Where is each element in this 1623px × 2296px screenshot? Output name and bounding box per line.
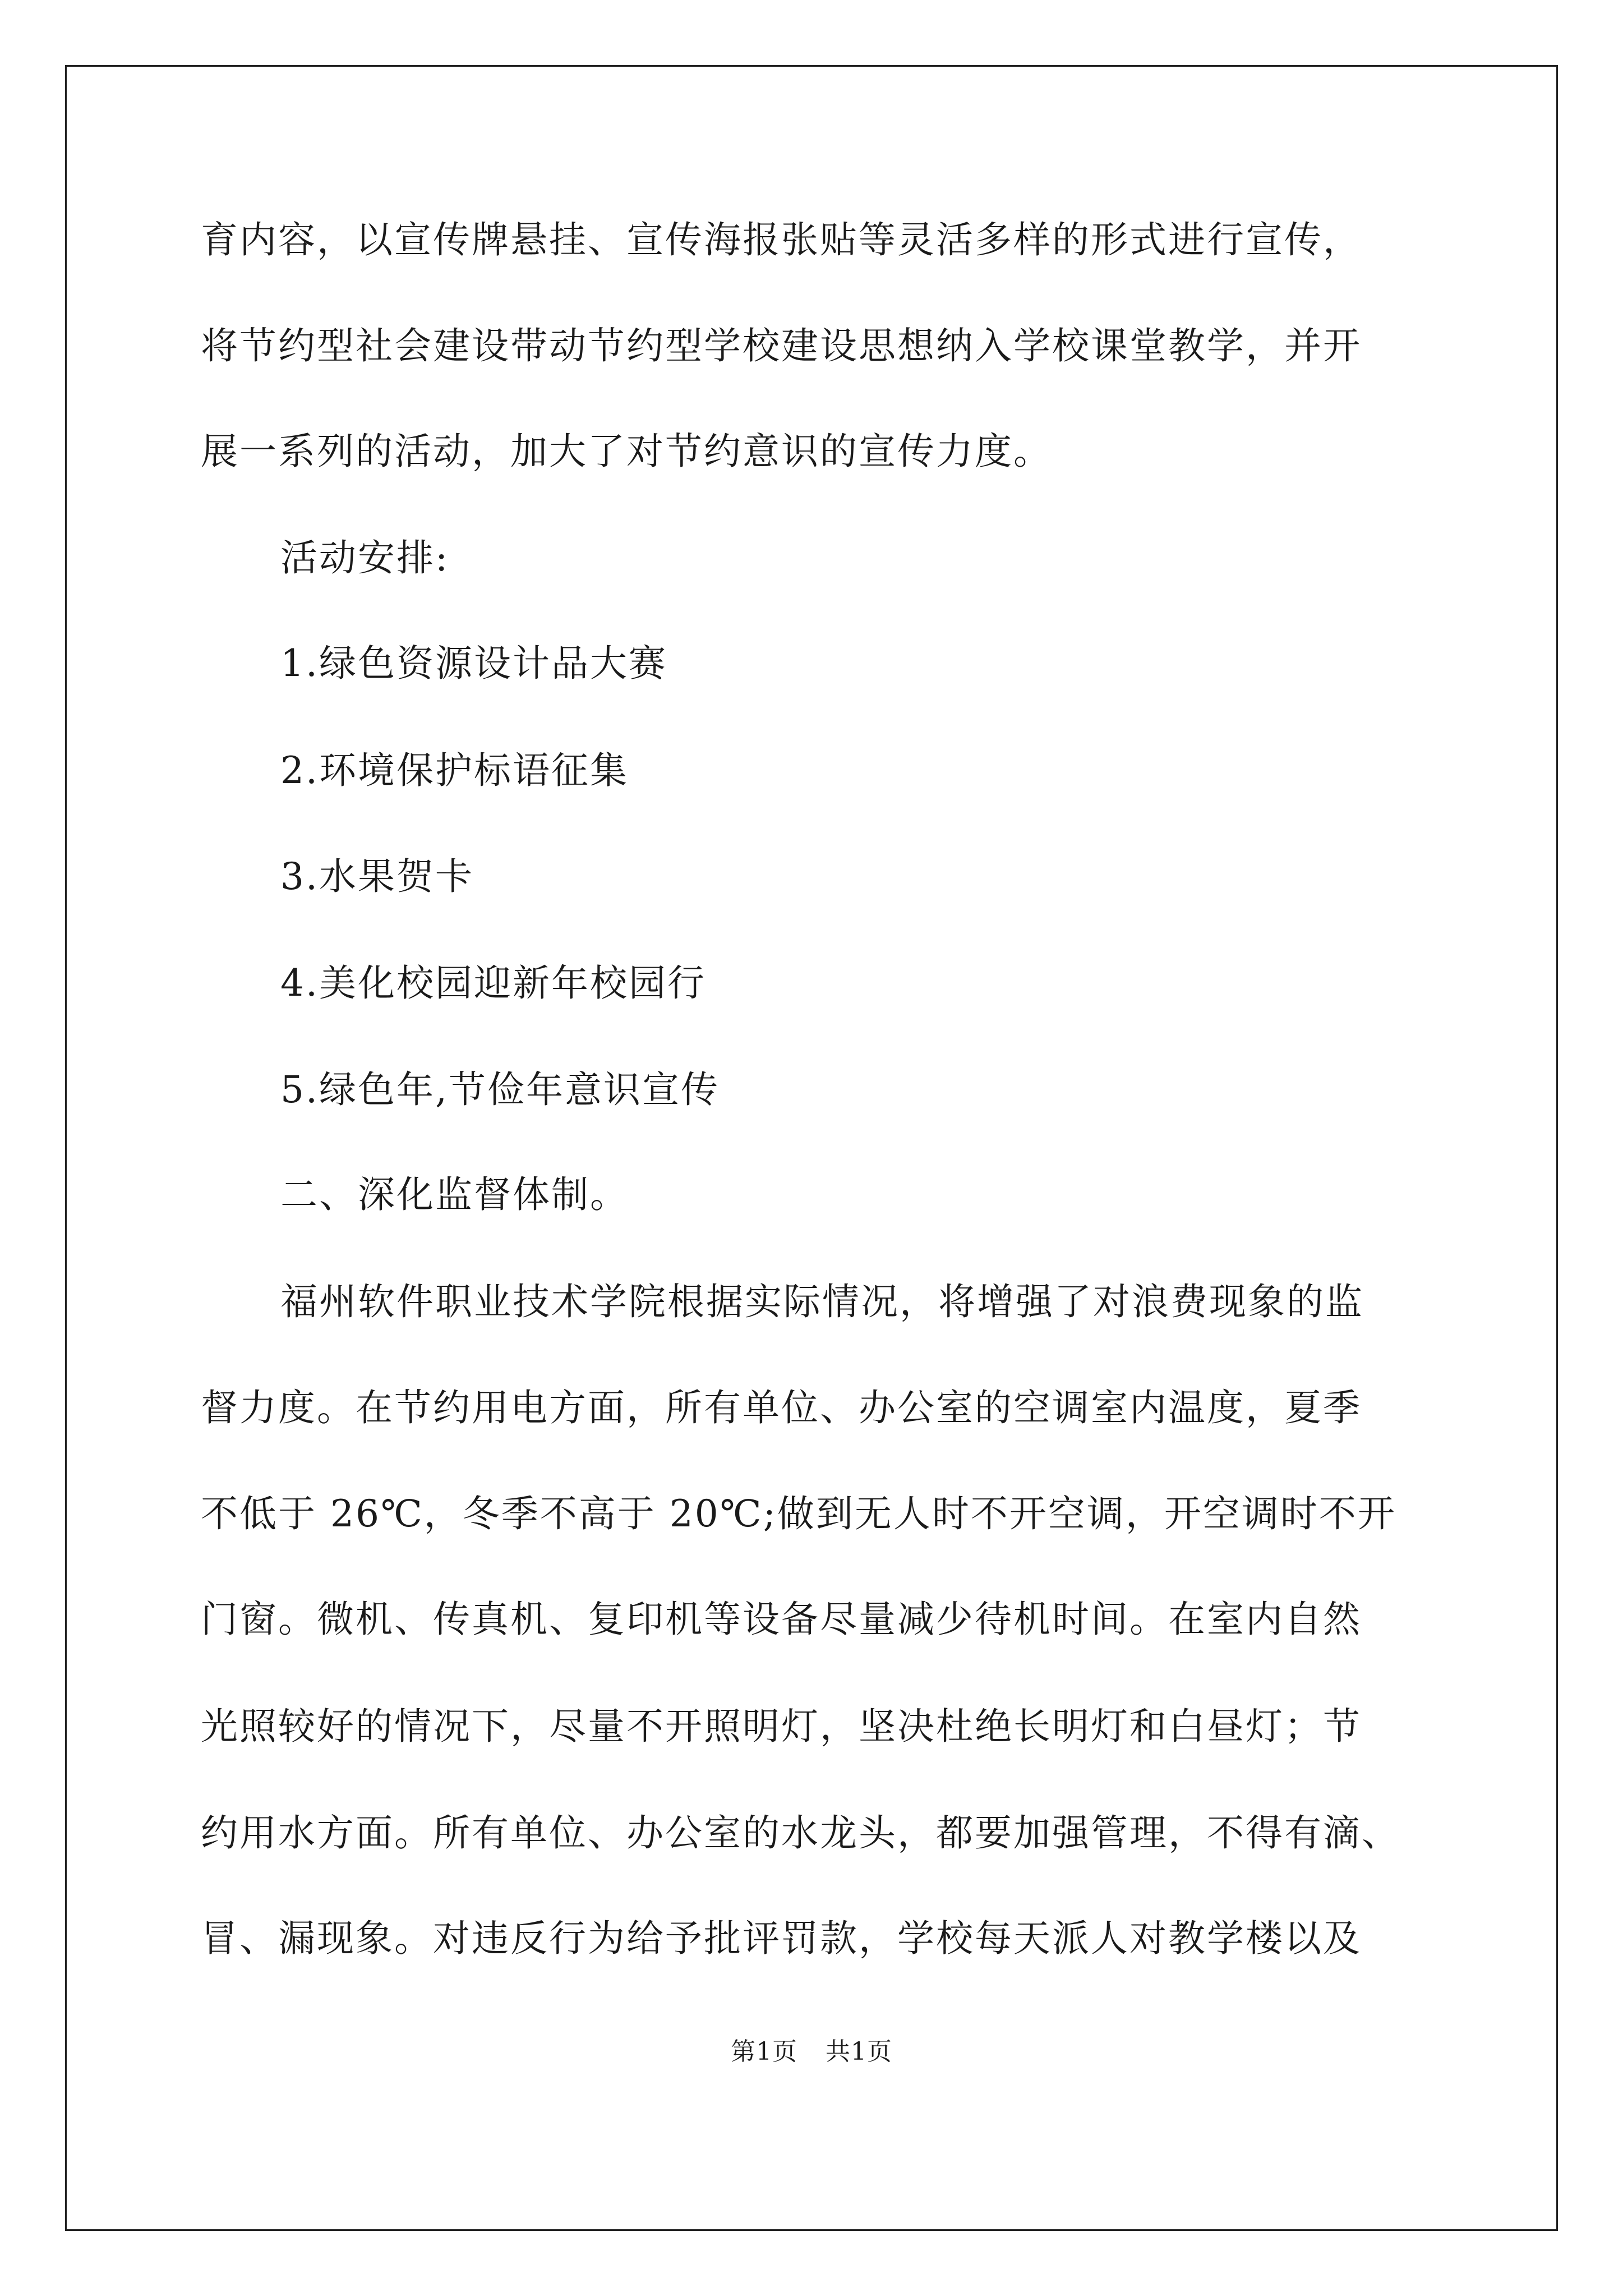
list-item: 4.美化校园迎新年校园行 [280,961,706,1005]
paragraph-line: 展一系列的活动，加大了对节约意识的宣传力度。 [201,430,1052,473]
paragraph-line: 冒、漏现象。对违反行为给予批评罚款，学校每天派人对教学楼以及 [201,1917,1362,1960]
page-total: 共1页 [826,2037,892,2066]
page-border [65,65,1558,2231]
paragraph-line: 督力度。在节约用电方面，所有单位、办公室的空调室内温度，夏季 [201,1386,1362,1429]
paragraph-line: 光照较好的情况下，尽量不开照明灯，坚决杜绝长明灯和白昼灯；节 [201,1705,1362,1748]
paragraph-line: 约用水方面。所有单位、办公室的水龙头，都要加强管理，不得有滴、 [201,1811,1400,1855]
page-number: 第1页 [731,2037,797,2066]
paragraph-line: 门窗。微机、传真机、复印机等设备尽量减少待机时间。在室内自然 [201,1598,1362,1641]
paragraph-line: 将节约型社会建设带动节约型学校建设思想纳入学校课堂教学，并开 [201,324,1362,367]
paragraph-line: 福州软件职业技术学院根据实际情况，将增强了对浪费现象的监 [280,1280,1364,1323]
list-item: 2.环境保护标语征集 [280,749,629,792]
section-heading: 二、深化监督体制。 [280,1173,629,1216]
list-item: 5.绿色年,节俭年意识宣传 [280,1068,720,1111]
paragraph-line: 不低于 26℃，冬季不高于 20℃;做到无人时不开空调，开空调时不开 [201,1492,1396,1535]
list-item: 1.绿色资源设计品大赛 [280,642,667,685]
list-item: 3.水果贺卡 [280,855,474,898]
section-label: 活动安排: [280,536,450,579]
page-footer [0,2036,1623,2068]
paragraph-line: 育内容，以宣传牌悬挂、宣传海报张贴等灵活多样的形式进行宣传， [201,218,1362,261]
